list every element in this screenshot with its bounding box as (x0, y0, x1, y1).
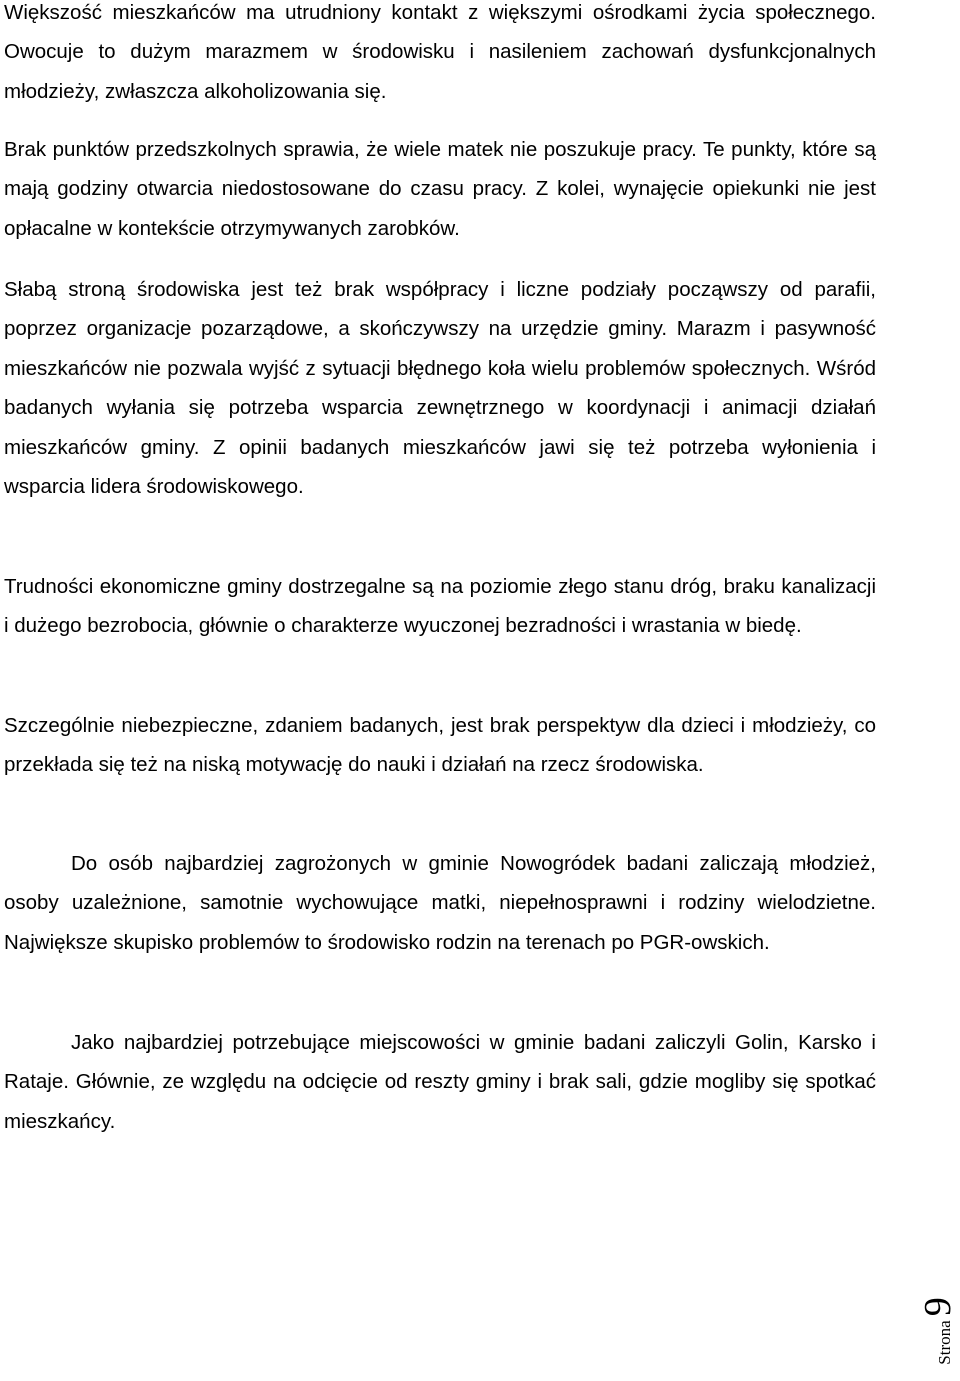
paragraph-social-contact: Większość mieszkańców ma utrudniony kontakt z większymi ośrodkami życia społecznego. Owocuje to dużym marazmem w środowisku i nasileniem zachowań dysfunkcjonalnych młodzieży, zwłaszcza alkoholizowania się. (4, 1, 876, 103)
paragraph-localities: Jako najbardziej potrzebujące miejscowości w gminie badani zaliczyli Golin, Karsko i Rataje. Głównie, ze względu na odcięcie od reszty gminy i brak sali, gdzie mogliby się spotkać mieszkańcy. (4, 1031, 876, 1133)
paragraph-economic: Trudności ekonomiczne gminy dostrzegalne są na poziomie złego stanu dróg, braku kanalizacji i dużego bezrobocia, głównie o charakterze wyuczonej bezradności i wrastania w biedę. (4, 575, 876, 638)
paragraph-at-risk-groups: Do osób najbardziej zagrożonych w gminie Nowogródek badani zaliczają młodzież, osoby uzależnione, samotnie wychowujące matki, niepełnosprawni i rodziny wielodzietne. Największe skupisko problemów to środowisko rodzin na terenach po PGR-owskich. (4, 852, 876, 954)
page-number-footer (918, 1281, 958, 1381)
page-label: Strona (935, 1320, 954, 1365)
paragraph-youth-perspectives: Szczególnie niebezpieczne, zdaniem badanych, jest brak perspektyw dla dzieci i młodzieży, co przekłada się też na niską motywację do nauki i działań na rzecz środowiska. (4, 714, 876, 777)
page-number: 9 (917, 1297, 959, 1317)
paragraph-preschool: Brak punktów przedszkolnych sprawia, że wiele matek nie poszukuje pracy. Te punkty, które są mają godziny otwarcia niedostosowane do czasu pracy. Z kolei, wynajęcie opiekunki nie jest opłacalne w kontekście otrzymywanych zarobków. (4, 138, 876, 240)
paragraph-cooperation: Słabą stroną środowiska jest też brak współpracy i liczne podziały począwszy od parafii, poprzez organizacje pozarządowe, a skończywszy na urzędzie gminy. Marazm i pasywność mieszkańców nie pozwala wyjść z sytuacji błędnego koła wielu problemów społecznych. Wśród badanych wyłania się potrzeba wsparcia zewnętrznego w koordynacji i animacji działań mieszkańców gminy. Z opinii badanych mieszkańców jawi się też potrzeba wyłonienia i wsparcia lidera środowiskowego. (4, 278, 876, 499)
